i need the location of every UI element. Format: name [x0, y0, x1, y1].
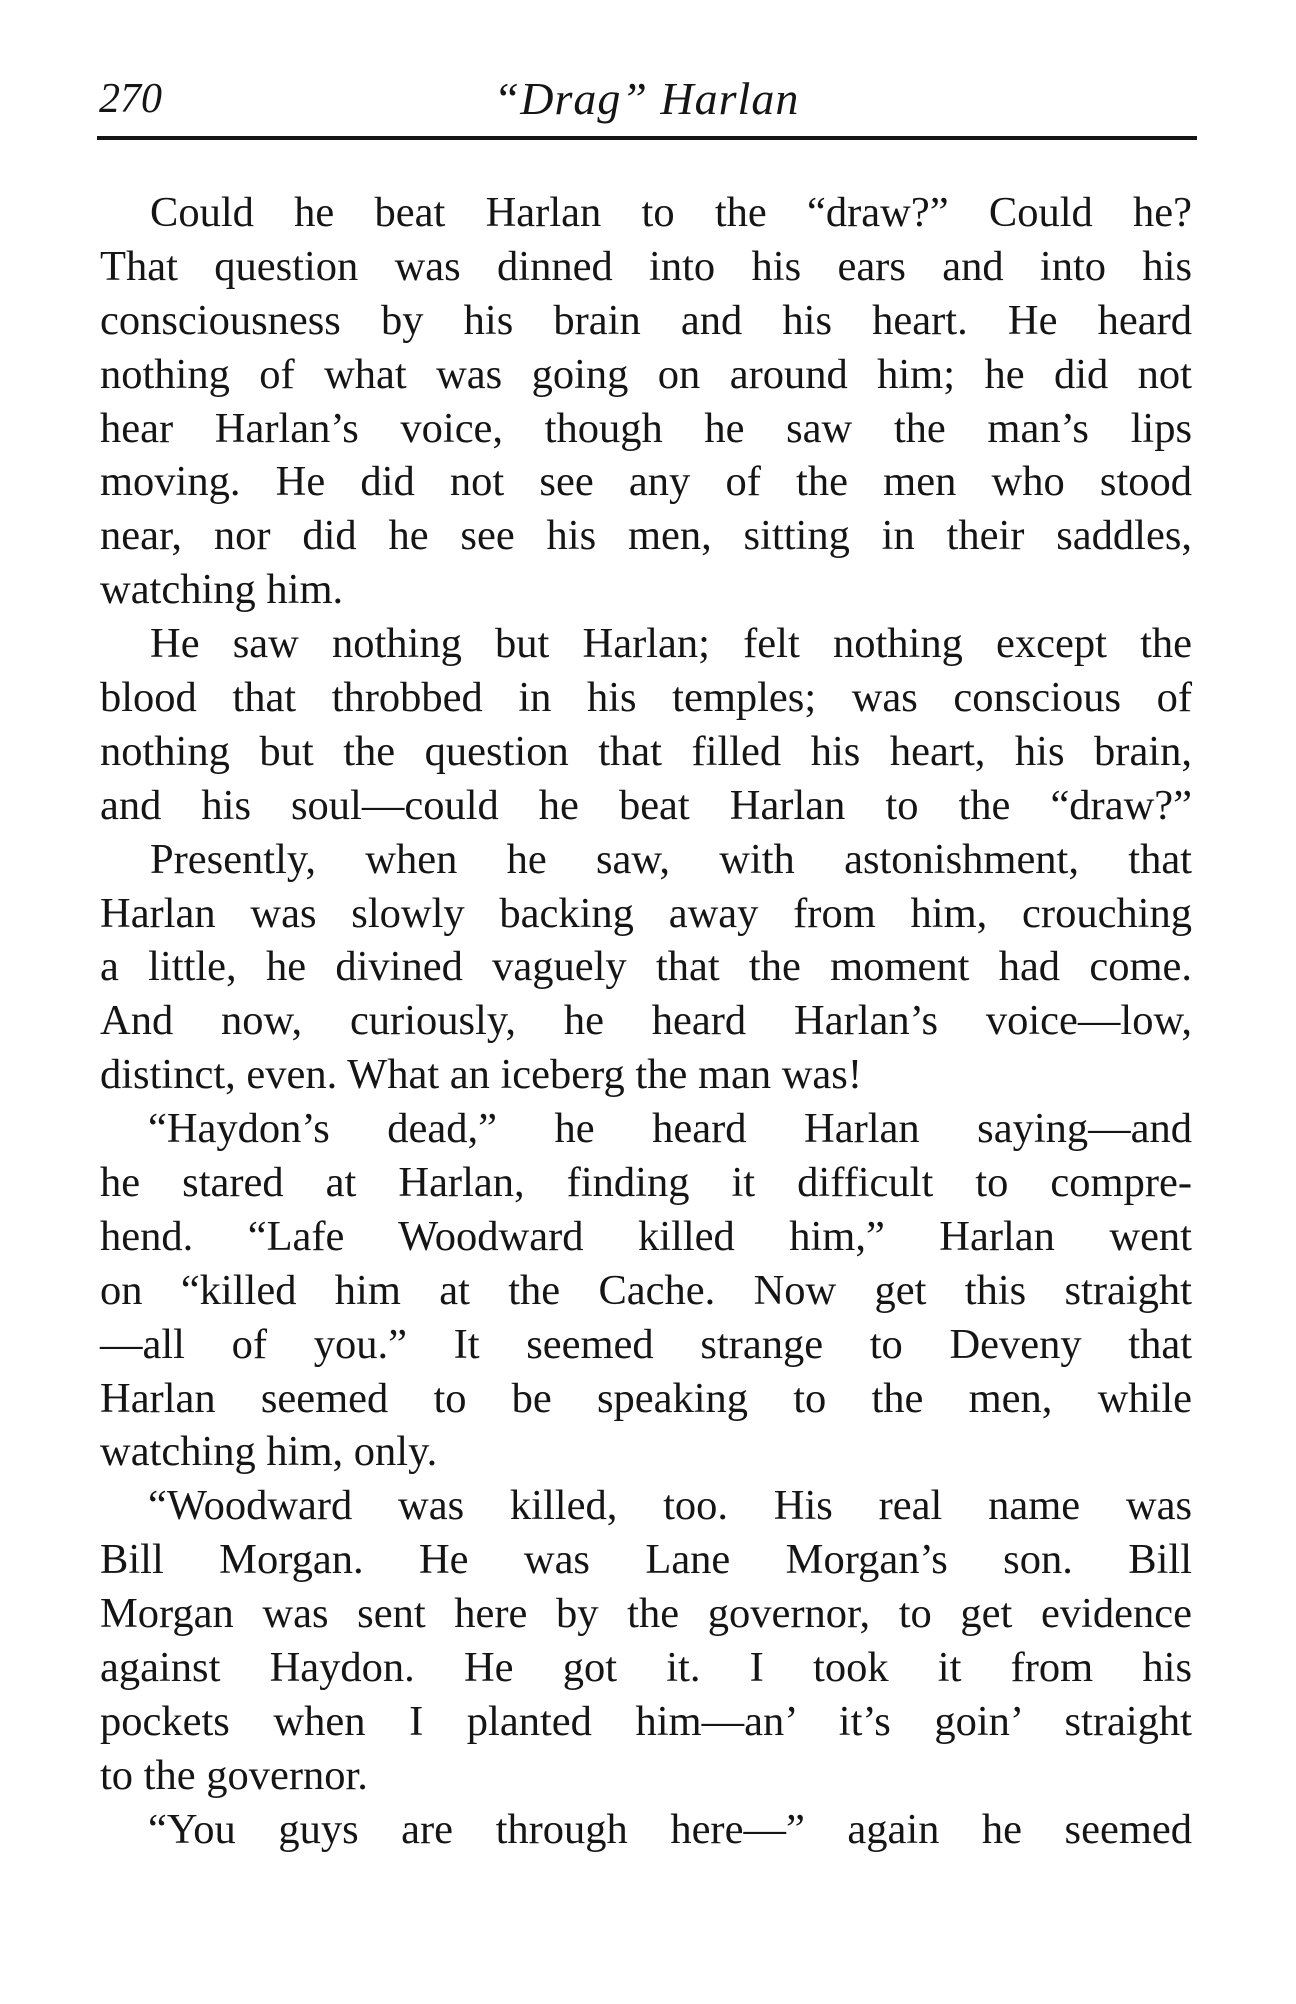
text-line: near, nor did he see his men, sitting in their saddles,: [100, 512, 1192, 560]
text-line: nothing but the question that filled his heart, his brain,: [100, 727, 1192, 775]
header-rule: [97, 136, 1197, 140]
body-text: [100, 186, 1192, 1857]
text-line: That question was dinned into his ears and into his: [100, 242, 1192, 290]
text-line: hear Harlan’s voice, though he saw the man’s lips: [100, 404, 1192, 452]
running-title: “Drag” Harlan: [493, 73, 800, 124]
text-line: “Woodward was killed, too. His real name was: [148, 1482, 1192, 1530]
text-line: Could he beat Harlan to the “draw?” Could he?: [150, 189, 1192, 236]
text-line: Harlan seemed to be speaking to the men, while: [100, 1374, 1192, 1422]
text-line: hend. “Lafe Woodward killed him,” Harlan went: [100, 1212, 1192, 1260]
text-line: and his soul—could he beat Harlan to the “draw?”: [100, 781, 1192, 829]
text-line: against Haydon. He got it. I took it from his: [100, 1644, 1192, 1692]
text-line: watching him, only.: [100, 1428, 438, 1476]
text-line: He saw nothing but Harlan; felt nothing except the: [150, 620, 1192, 668]
text-line: nothing of what was going on around him; he did not: [100, 350, 1192, 398]
text-line: blood that throbbed in his temples; was conscious of: [100, 674, 1192, 722]
text-line: distinct, even. What an iceberg the man was!: [100, 1051, 862, 1099]
text-line: “You guys are through here—” again he seemed: [148, 1805, 1192, 1853]
text-line: —all of you.” It seemed strange to Deveny that: [100, 1320, 1192, 1368]
text-line: a little, he divined vaguely that the moment had come.: [100, 943, 1192, 991]
text-line: Morgan was sent here by the governor, to get evidence: [100, 1590, 1192, 1638]
text-line: “Haydon’s dead,” he heard Harlan saying—and: [148, 1105, 1192, 1153]
text-line: Harlan was slowly backing away from him, crouching: [100, 889, 1192, 937]
text-line: to the governor.: [100, 1751, 368, 1799]
page-number: 270: [99, 76, 162, 122]
running-head: [99, 70, 1194, 128]
text-line: on “killed him at the Cache. Now get this straight: [100, 1266, 1192, 1314]
text-line: And now, curiously, he heard Harlan’s voice—low,: [100, 997, 1192, 1045]
text-line: consciousness by his brain and his heart. He heard: [100, 296, 1192, 344]
text-line: pockets when I planted him—an’ it’s goin’ straight: [100, 1697, 1192, 1745]
text-line: watching him.: [100, 566, 344, 614]
text-line: Bill Morgan. He was Lane Morgan’s son. Bill: [100, 1536, 1192, 1584]
text-line: moving. He did not see any of the men who stood: [100, 458, 1192, 506]
text-line: Presently, when he saw, with astonishment, that: [150, 835, 1192, 883]
text-line: he stared at Harlan, finding it difficult to compre-: [100, 1159, 1192, 1207]
